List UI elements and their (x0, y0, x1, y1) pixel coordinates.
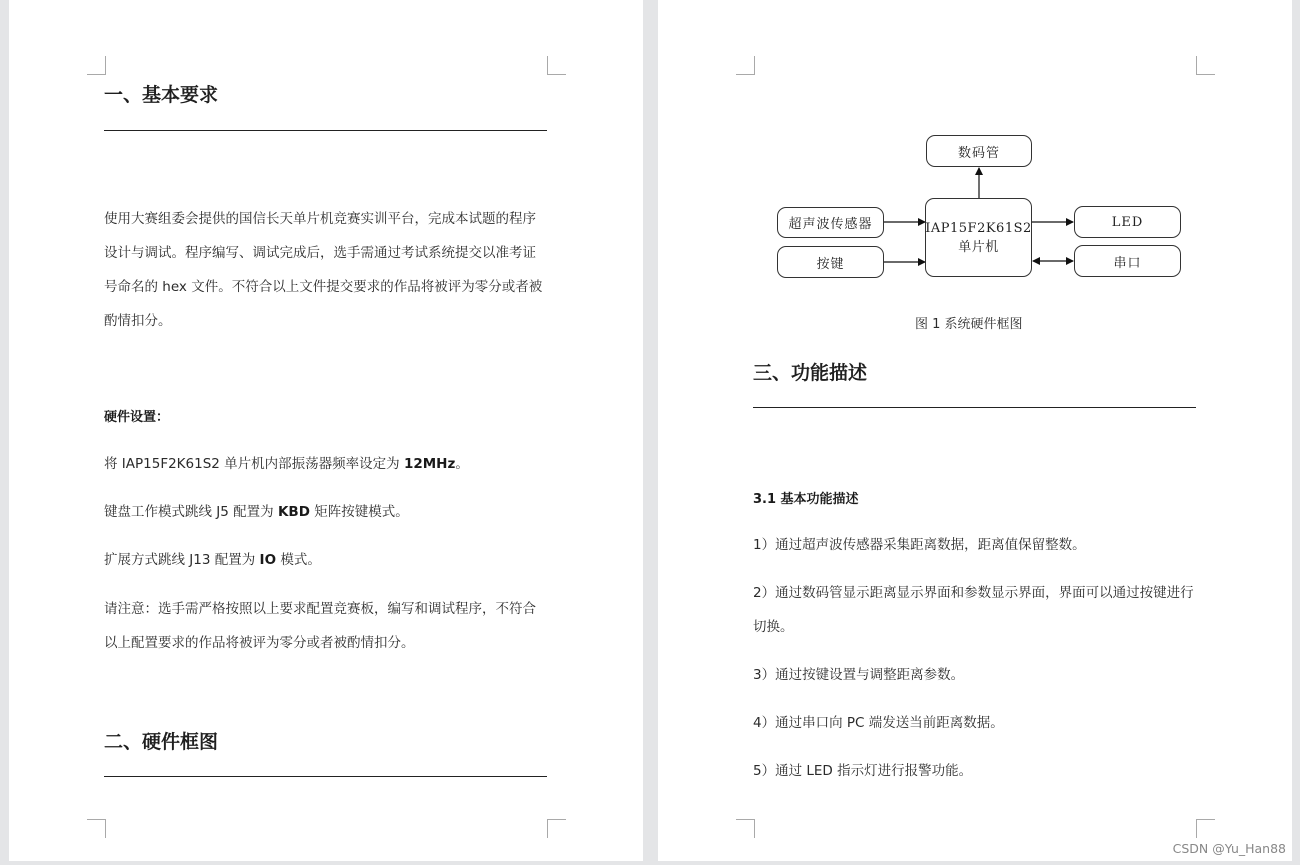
diagram-box-ultrasonic-sensor: 超声波传感器 (777, 207, 884, 238)
margin-corner-top-right (547, 56, 566, 75)
diagram-box-display: 数码管 (926, 135, 1032, 167)
document-page-right (658, 0, 1292, 861)
function-item: 3）通过按键设置与调整距离参数。 (753, 667, 965, 683)
keyboard-mode-value: KBD (277, 504, 310, 520)
hardware-line-expansion-prefix: 扩展方式跳线 J13 配置为 (104, 552, 260, 568)
section-2-heading: 二、硬件框图 (104, 731, 219, 753)
function-item: 4）通过串口向 PC 端发送当前距离数据。 (753, 715, 1004, 731)
diagram-box-mcu (925, 198, 1032, 277)
margin-corner-top-left (87, 56, 106, 75)
hardware-line-frequency-prefix: 将 IAP15F2K61S2 单片机内部振荡器频率设定为 (104, 456, 404, 472)
heading-rule (104, 776, 547, 777)
hardware-line-frequency-suffix: 。 (455, 456, 469, 472)
heading-rule (753, 407, 1196, 408)
mcu-model-label: IAP15F2K61S2 (925, 220, 1032, 236)
hardware-line-keyboard-suffix: 矩阵按键模式。 (309, 504, 409, 520)
intro-paragraph: 使用大赛组委会提供的国信长天单片机竞赛实训平台，完成本试题的程序设计与调试。程序编写、调试完成后，选手需通过考试系统提交以准考证号命名的 hex 文件。不符合以上文件提交要求的作品将被评为零分或者被酌情扣分。 (104, 211, 543, 329)
figure-caption: 图 1 系统硬件框图 (915, 317, 1023, 332)
hardware-line-keyboard-prefix: 键盘工作模式跳线 J5 配置为 (104, 504, 278, 520)
margin-corner-bottom-right (547, 819, 566, 838)
function-item: 1）通过超声波传感器采集距离数据，距离值保留整数。 (753, 537, 1086, 553)
section-1-heading: 一、基本要求 (104, 84, 219, 106)
diagram-box-keys: 按键 (777, 246, 884, 278)
heading-rule (104, 130, 547, 131)
diagram-box-led: LED (1074, 206, 1181, 238)
hardware-line-expansion (104, 550, 321, 570)
section-3-heading: 三、功能描述 (753, 362, 868, 384)
document-page-left (9, 0, 643, 861)
hardware-line-frequency (104, 454, 469, 474)
csdn-watermark: CSDN @Yu_Han88 (1172, 841, 1286, 856)
expansion-mode-value: IO (259, 552, 277, 568)
function-item: 2）通过数码管显示距离显示界面和参数显示界面，界面可以通过按键进行切换。 (753, 585, 1194, 635)
hardware-line-expansion-suffix: 模式。 (276, 552, 321, 568)
margin-corner-bottom-left (87, 819, 106, 838)
hardware-line-keyboard (104, 502, 409, 522)
diagram-box-serial-port: 串口 (1074, 245, 1181, 277)
hardware-settings-label: 硬件设置： (104, 410, 170, 425)
subsection-heading: 3.1 基本功能描述 (753, 492, 859, 507)
function-item: 5）通过 LED 指示灯进行报警功能。 (753, 763, 973, 779)
configuration-note: 请注意：选手需严格按照以上要求配置竞赛板，编写和调试程序，不符合以上配置要求的作品将被评为零分或者被酌情扣分。 (104, 601, 536, 651)
margin-corner-bottom-left (736, 819, 755, 838)
margin-corner-bottom-right (1196, 819, 1215, 838)
frequency-value: 12MHz (403, 456, 456, 472)
mcu-type-label: 单片机 (958, 239, 999, 255)
